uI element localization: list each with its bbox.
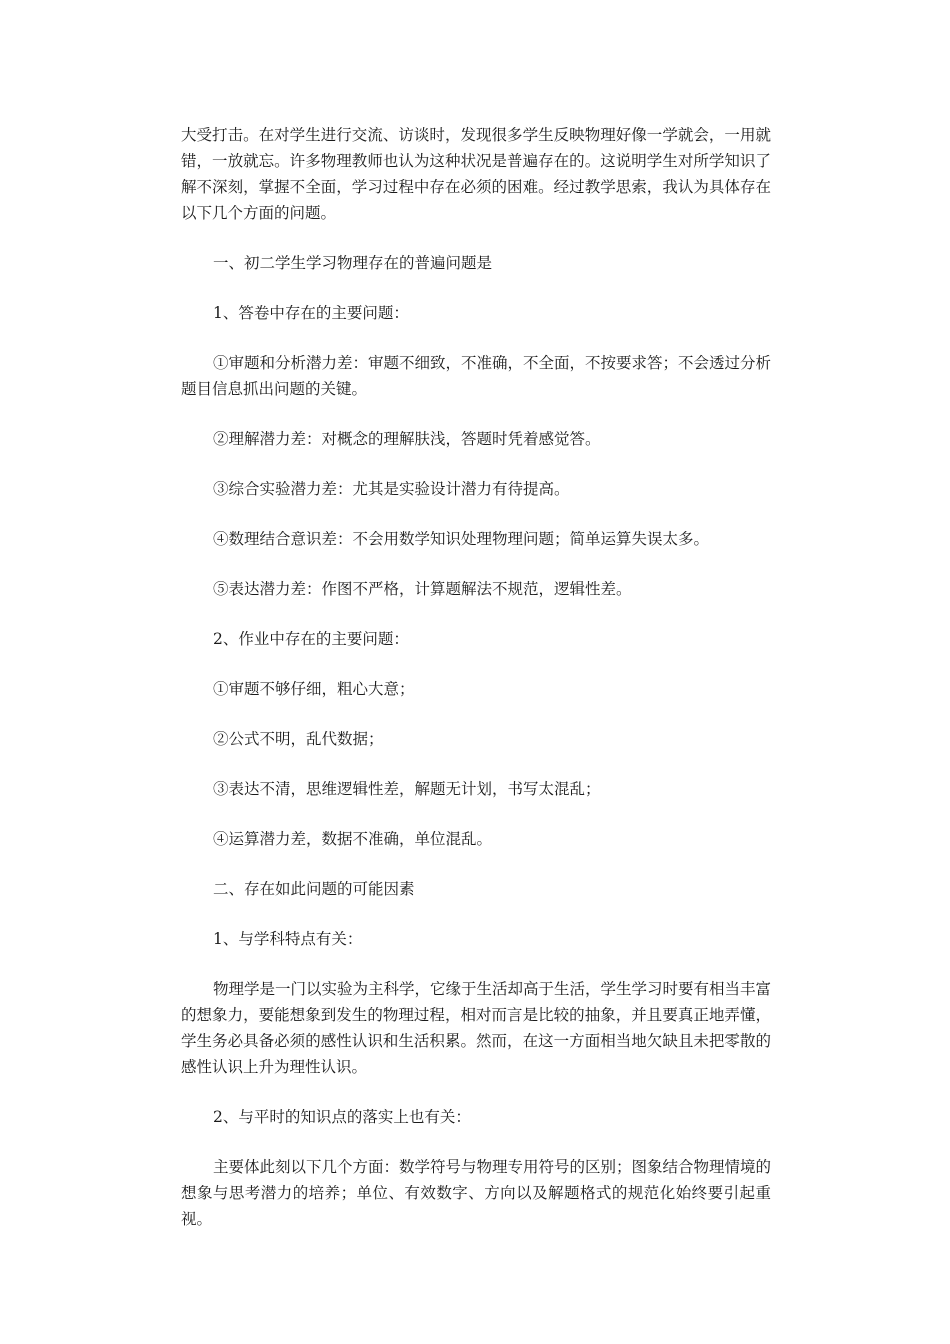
subsection-heading-2-2: 2、与平时的知识点的落实上也有关：	[213, 1108, 471, 1126]
list-item: ②公式不明，乱代数据；	[213, 730, 384, 748]
paragraph-body: 物理学是一门以实验为主科学，它缘于生活却高于生活，学生学习时要有相当丰富的想象力，要能想象到发生的物理过程，相对而言是比较的抽象，并且要真正地弄懂，学生务必具备必须的感性认识和生活积累。然而，在这一方面相当地欠缺且未把零散的感性认识上升为理性认识。	[181, 980, 772, 1076]
list-item: ④运算潜力差，数据不准确，单位混乱。	[213, 830, 493, 848]
list-item: ③综合实验潜力差：尤其是实验设计潜力有待提高。	[213, 480, 570, 498]
subsection-heading-1-1: 1、答卷中存在的主要问题：	[213, 304, 409, 322]
list-item: ⑤表达潜力差：作图不严格，计算题解法不规范，逻辑性差。	[213, 580, 632, 598]
list-item: ④数理结合意识差：不会用数学知识处理物理问题；简单运算失误太多。	[213, 530, 710, 548]
section-heading-2: 二、存在如此问题的可能因素	[213, 880, 415, 898]
paragraph-intro: 大受打击。在对学生进行交流、访谈时，发现很多学生反映物理好像一学就会，一用就错，一放就忘。许多物理教师也认为这种状况是普遍存在的。这说明学生对所学知识了解不深刻，掌握不全面，学习过程中存在必须的困难。经过教学思索，我认为具体存在以下几个方面的问题。	[181, 126, 771, 222]
subsection-heading-1-2: 2、作业中存在的主要问题：	[213, 630, 409, 648]
paragraph-body: 主要体此刻以下几个方面：数学符号与物理专用符号的区别；图象结合物理情境的想象与思考潜力的培养；单位、有效数字、方向以及解题格式的规范化始终要引起重视。	[181, 1158, 772, 1228]
subsection-heading-2-1: 1、与学科特点有关：	[213, 930, 363, 948]
list-item: ①审题和分析潜力差：审题不细致，不准确，不全面，不按要求答；不会透过分析题目信息抓出问题的关键。	[181, 354, 772, 398]
section-heading-1: 一、初二学生学习物理存在的普遍问题是	[213, 254, 493, 272]
list-item: ③表达不清，思维逻辑性差，解题无计划，书写太混乱；	[213, 780, 601, 798]
list-item: ②理解潜力差：对概念的理解肤浅，答题时凭着感觉答。	[213, 430, 601, 448]
document-body	[181, 122, 771, 1256]
list-item: ①审题不够仔细，粗心大意；	[213, 680, 415, 698]
